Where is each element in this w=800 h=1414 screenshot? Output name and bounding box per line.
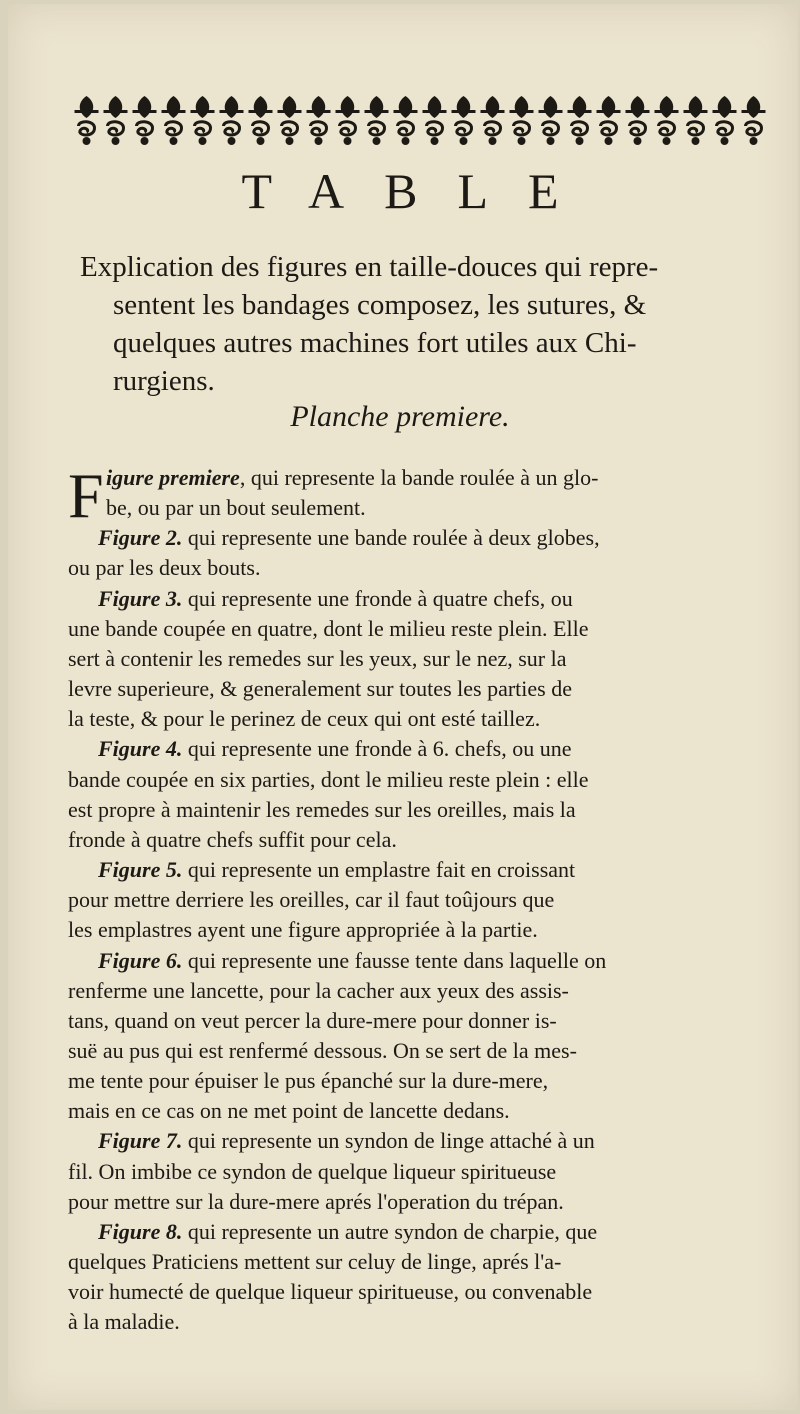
paragraph-line: voir humecté de quelque liqueur spiritueuse, ou convenable bbox=[68, 1279, 593, 1305]
figure-label: Figure 3. bbox=[98, 585, 183, 611]
paragraph-line: igure premiere, qui represente la bande roulée à un glo- bbox=[106, 465, 599, 490]
intro-line: sentent les bandages composez, les sutures, & bbox=[113, 289, 647, 321]
plate-heading: Planche premiere. bbox=[290, 400, 510, 433]
figure-label: Figure 6. bbox=[98, 947, 183, 973]
ornament-glyph bbox=[597, 96, 621, 145]
ornament-glyph bbox=[684, 96, 708, 145]
ornament-glyph bbox=[336, 96, 360, 145]
figure-label: Figure 8. bbox=[98, 1218, 183, 1244]
ornament-glyph bbox=[626, 96, 650, 145]
paragraph-line: est propre à maintenir les remedes sur les oreilles, mais la bbox=[68, 796, 576, 822]
ornament-band bbox=[72, 92, 768, 148]
ornament-glyph bbox=[655, 96, 679, 145]
ornament-glyph bbox=[220, 96, 244, 145]
ornament-glyph bbox=[278, 96, 302, 145]
paragraph-line: sert à contenir les remedes sur les yeux, sur le nez, sur la bbox=[68, 645, 567, 671]
intro-line: Explication des figures en taille-douces qui repre- bbox=[80, 251, 659, 283]
ornament-glyph bbox=[394, 96, 418, 145]
ornament-glyph bbox=[365, 96, 389, 145]
paragraph-line: la teste, & pour le perinez de ceux qui ont esté taillez. bbox=[68, 706, 541, 732]
paragraph-line: renferme une lancette, pour la cacher aux yeux des assis- bbox=[68, 977, 569, 1003]
paragraph-line: pour mettre sur la dure-mere aprés l'operation du trépan. bbox=[68, 1188, 564, 1214]
paragraph-line: me tente pour épuiser le pus épanché sur la dure-mere, bbox=[68, 1068, 549, 1094]
paragraph-line: Figure 4. qui represente une fronde à 6. chefs, ou une bbox=[98, 736, 572, 762]
figure-label: Figure 5. bbox=[98, 857, 183, 883]
ornament-glyph bbox=[423, 96, 447, 145]
intro-line: rurgiens. bbox=[113, 365, 215, 397]
drop-cap: F bbox=[68, 460, 104, 531]
paragraph-line: be, ou par un bout seulement. bbox=[106, 495, 366, 521]
figure-list bbox=[68, 460, 768, 1338]
ornament-glyph bbox=[162, 96, 186, 145]
ornament-glyph bbox=[481, 96, 505, 145]
paragraph-line: Figure 6. qui represente une fausse tente dans laquelle on bbox=[98, 947, 607, 973]
ornament-glyph bbox=[133, 96, 157, 145]
paragraph-line: mais en ce cas on ne met point de lancette dedans. bbox=[68, 1098, 510, 1124]
paragraph-line: suë au pus qui est renfermé dessous. On se sert de la mes- bbox=[68, 1037, 577, 1063]
paragraph-line: fronde à quatre chefs suffit pour cela. bbox=[68, 826, 397, 852]
intro-line: quelques autres machines fort utiles aux Chi- bbox=[113, 327, 637, 359]
ornament-glyph bbox=[742, 96, 766, 145]
paragraph-line: tans, quand on veut percer la dure-mere pour donner is- bbox=[68, 1007, 557, 1033]
figure-label: igure premiere bbox=[106, 465, 240, 490]
paragraph-line: Figure 2. qui represente une bande roulée à deux globes, bbox=[98, 525, 600, 551]
figure-label: Figure 2. bbox=[98, 525, 183, 551]
paragraph-line: Figure 3. qui represente une fronde à quatre chefs, ou bbox=[98, 585, 573, 611]
paragraph-line: levre superieure, & generalement sur toutes les parties de bbox=[68, 676, 572, 702]
ornament-glyph bbox=[510, 96, 534, 145]
paragraph-line: Figure 5. qui represente un emplastre fait en croissant bbox=[98, 857, 576, 883]
page-title: TABLE bbox=[241, 163, 599, 219]
ornament-glyph bbox=[452, 96, 476, 145]
paragraph-line: ou par les deux bouts. bbox=[68, 555, 261, 581]
ornament-glyph bbox=[307, 96, 331, 145]
ornament-glyph bbox=[75, 96, 99, 145]
paragraph-line: une bande coupée en quatre, dont le milieu reste plein. Elle bbox=[68, 615, 589, 641]
intro-heading bbox=[80, 248, 770, 400]
paragraph-line: les emplastres ayent une figure appropriée à la partie. bbox=[68, 917, 538, 943]
paragraph-line: pour mettre derriere les oreilles, car il faut toûjours que bbox=[68, 887, 555, 913]
paragraph-line: fil. On imbibe ce syndon de quelque liqueur spiritueuse bbox=[68, 1158, 557, 1184]
figure-label: Figure 7. bbox=[98, 1128, 183, 1154]
paragraph-line: bande coupée en six parties, dont le milieu reste plein : elle bbox=[68, 766, 589, 792]
ornament-glyph bbox=[568, 96, 592, 145]
paragraph-line: à la maladie. bbox=[68, 1309, 180, 1335]
ornament-glyph bbox=[191, 96, 215, 145]
paragraph-line: Figure 8. qui represente un autre syndon de charpie, que bbox=[98, 1218, 598, 1244]
ornament-glyph bbox=[249, 96, 273, 145]
paragraph-line: Figure 7. qui represente un syndon de linge attaché à un bbox=[98, 1128, 595, 1154]
ornament-glyph bbox=[104, 96, 128, 145]
ornament-glyph bbox=[539, 96, 563, 145]
paragraph-line: quelques Praticiens mettent sur celuy de linge, aprés l'a- bbox=[68, 1249, 562, 1275]
ornament-glyph bbox=[713, 96, 737, 145]
figure-label: Figure 4. bbox=[98, 736, 183, 762]
